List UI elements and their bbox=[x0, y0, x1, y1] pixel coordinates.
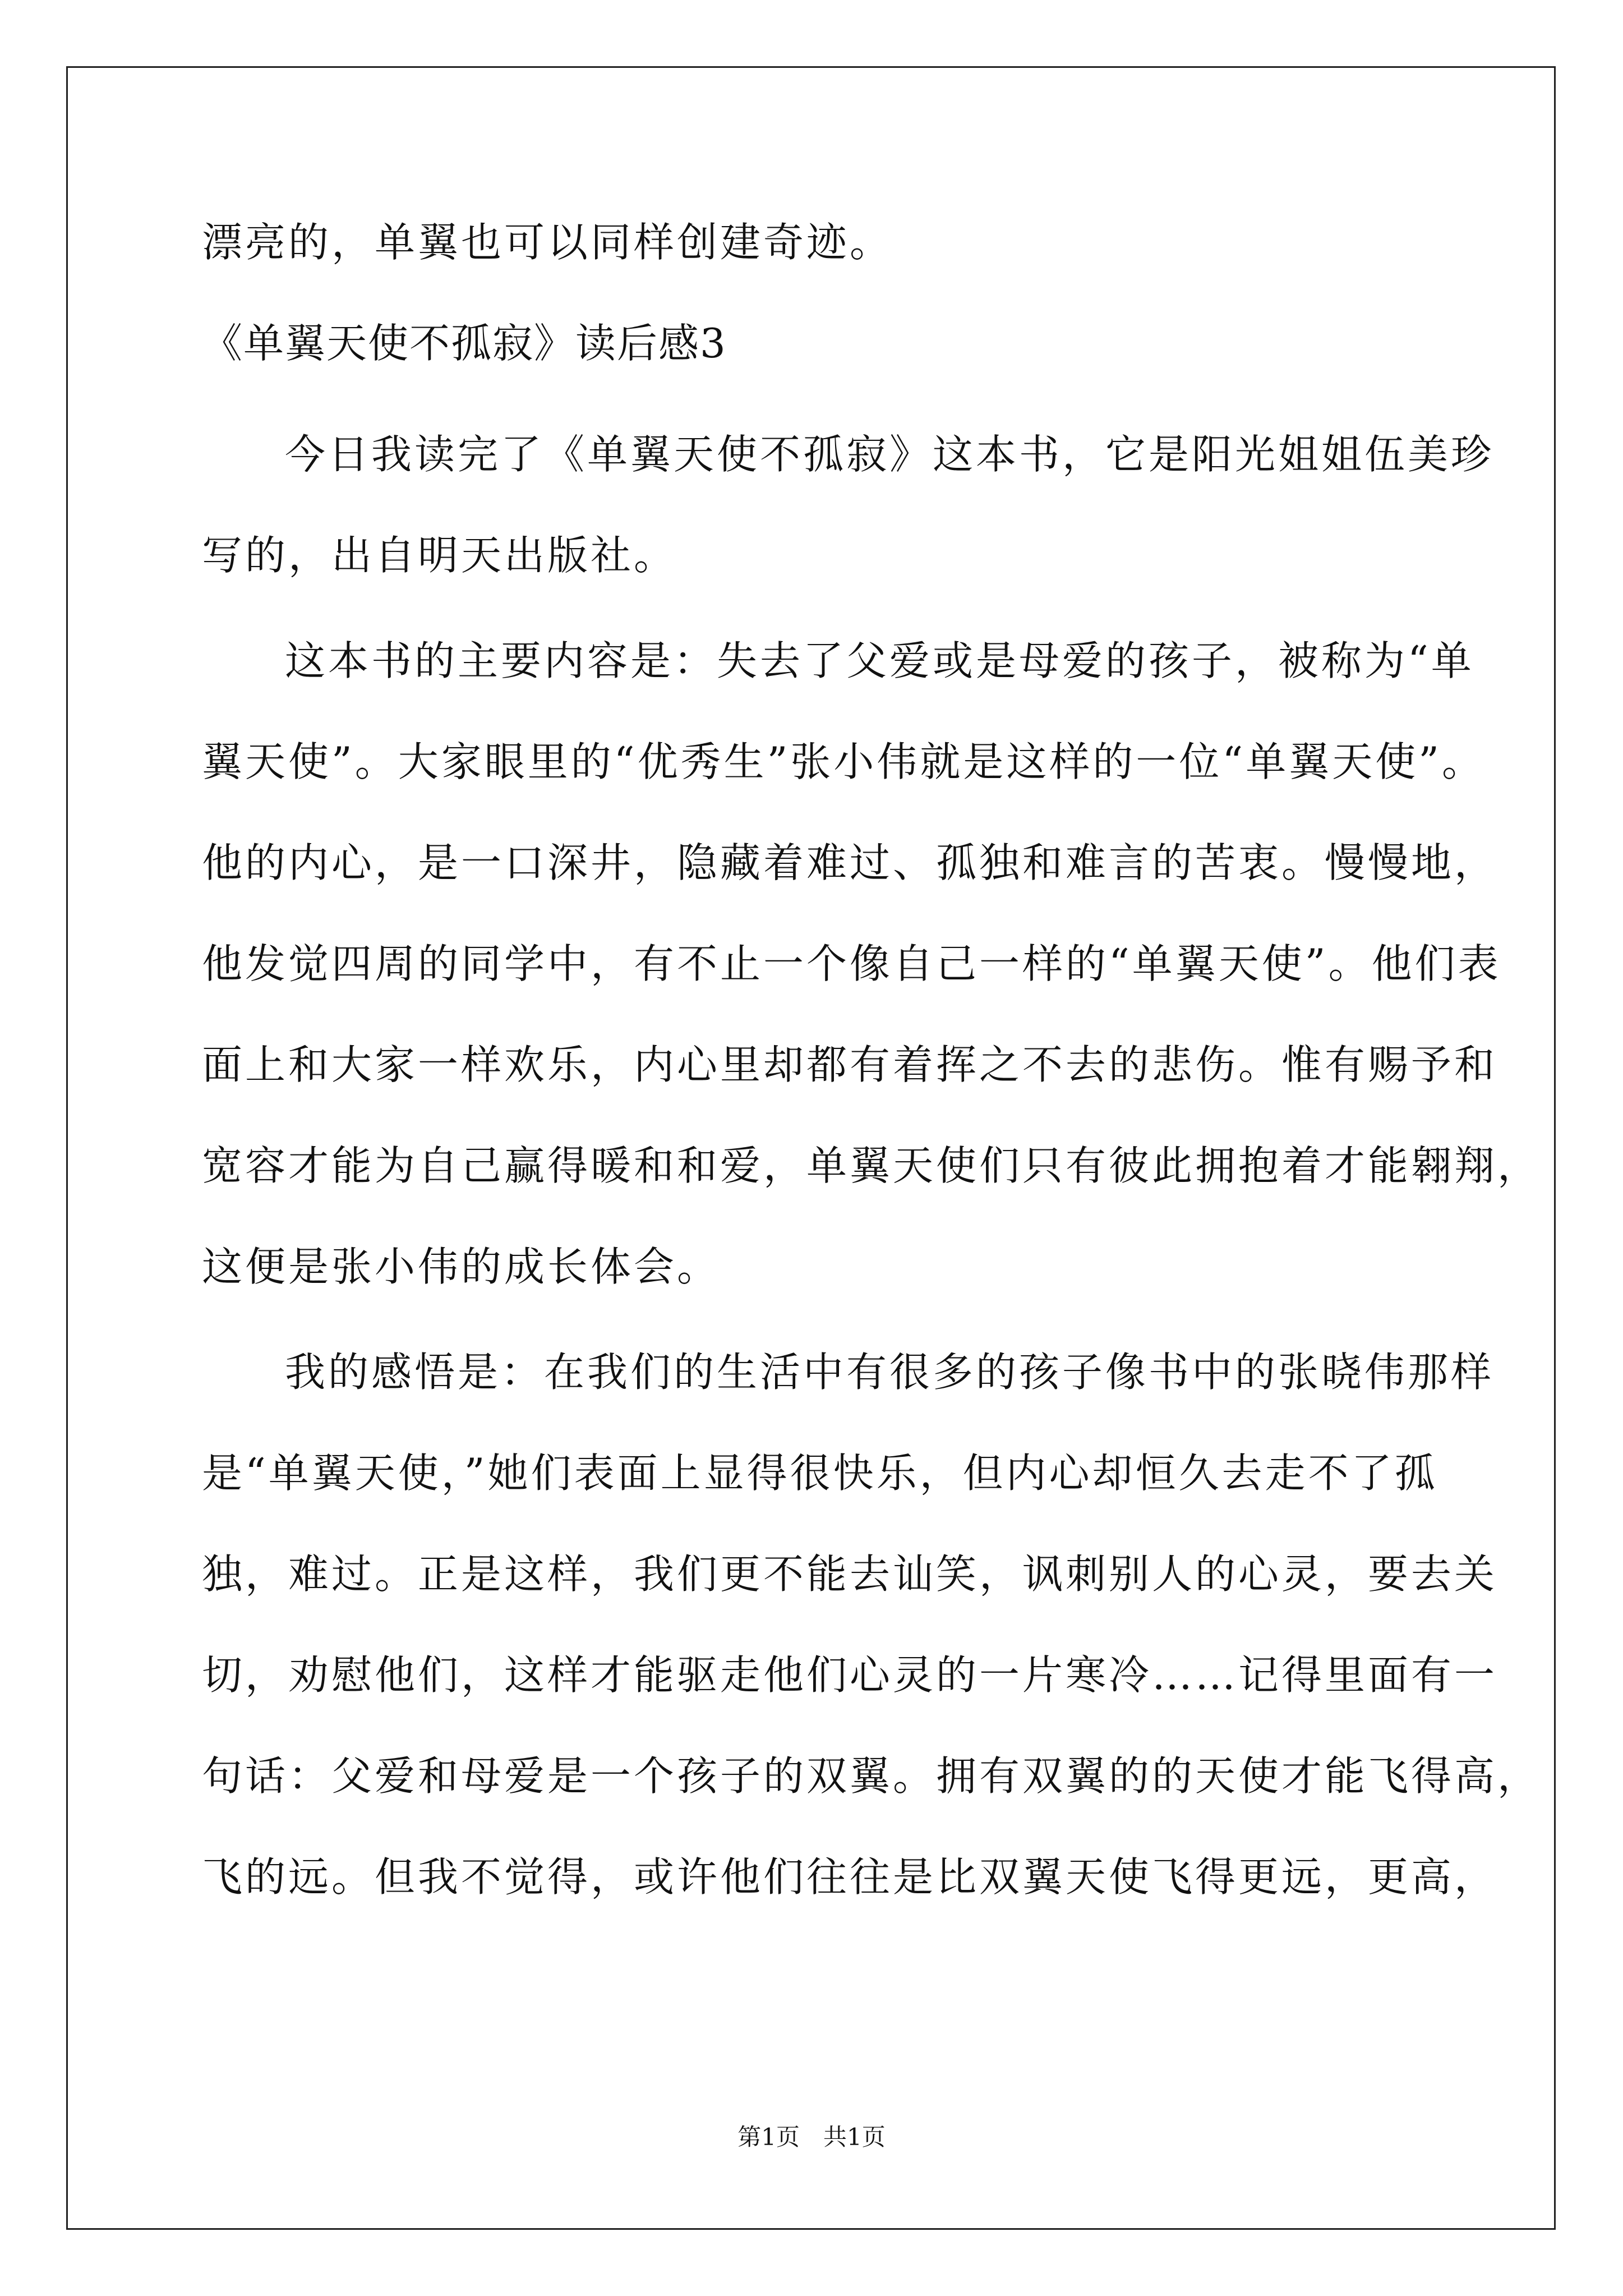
text-line: 这便是张小伟的成长体会。 bbox=[202, 1243, 721, 1290]
text-line: 今日我读完了《单翼天使不孤寂》这本书，它是阳光姐姐伍美珍 bbox=[285, 431, 1495, 478]
text-line: 飞的远。但我不觉得，或许他们往往是比双翼天使飞得更远，更高， bbox=[202, 1853, 1498, 1901]
text-line: 写的，出自明天出版社。 bbox=[202, 532, 677, 579]
text-line: 他的内心，是一口深井，隐藏着难过、孤独和难言的苦衷。慢慢地， bbox=[202, 839, 1498, 886]
text-line: 我的感悟是：在我们的生活中有很多的孩子像书中的张晓伟那样 bbox=[285, 1349, 1495, 1396]
text-line: 漂亮的，单翼也可以同样创建奇迹。 bbox=[202, 219, 893, 266]
page-footer: 第1页 共1页 bbox=[737, 2123, 886, 2151]
text-line: 翼天使”。大家眼里的“优秀生”张小伟就是这样的一位“单翼天使”。 bbox=[202, 738, 1486, 785]
text-line: 句话：父爱和母爱是一个孩子的双翼。拥有双翼的的天使才能飞得高， bbox=[202, 1752, 1541, 1800]
text-line: 独，难过。正是这样，我们更不能去讪笑，讽刺别人的心灵，要去关 bbox=[202, 1550, 1498, 1598]
section-heading: 《单翼天使不孤寂》读后感3 bbox=[202, 320, 727, 367]
text-line: 切，劝慰他们，这样才能驱走他们心灵的一片寒冷……记得里面有一 bbox=[202, 1651, 1498, 1699]
text-line: 是“单翼天使，”她们表面上显得很快乐，但内心却恒久去走不了孤 bbox=[202, 1450, 1438, 1497]
text-line: 面上和大家一样欢乐，内心里却都有着挥之不去的悲伤。惟有赐予和 bbox=[202, 1041, 1498, 1088]
text-line: 这本书的主要内容是：失去了父爱或是母爱的孩子，被称为“单 bbox=[285, 637, 1474, 684]
text-line: 他发觉四周的同学中，有不止一个像自己一样的“单翼天使”。他们表 bbox=[202, 940, 1501, 987]
text-line: 宽容才能为自己赢得暖和和爱，单翼天使们只有彼此拥抱着才能翱翔， bbox=[202, 1142, 1541, 1189]
